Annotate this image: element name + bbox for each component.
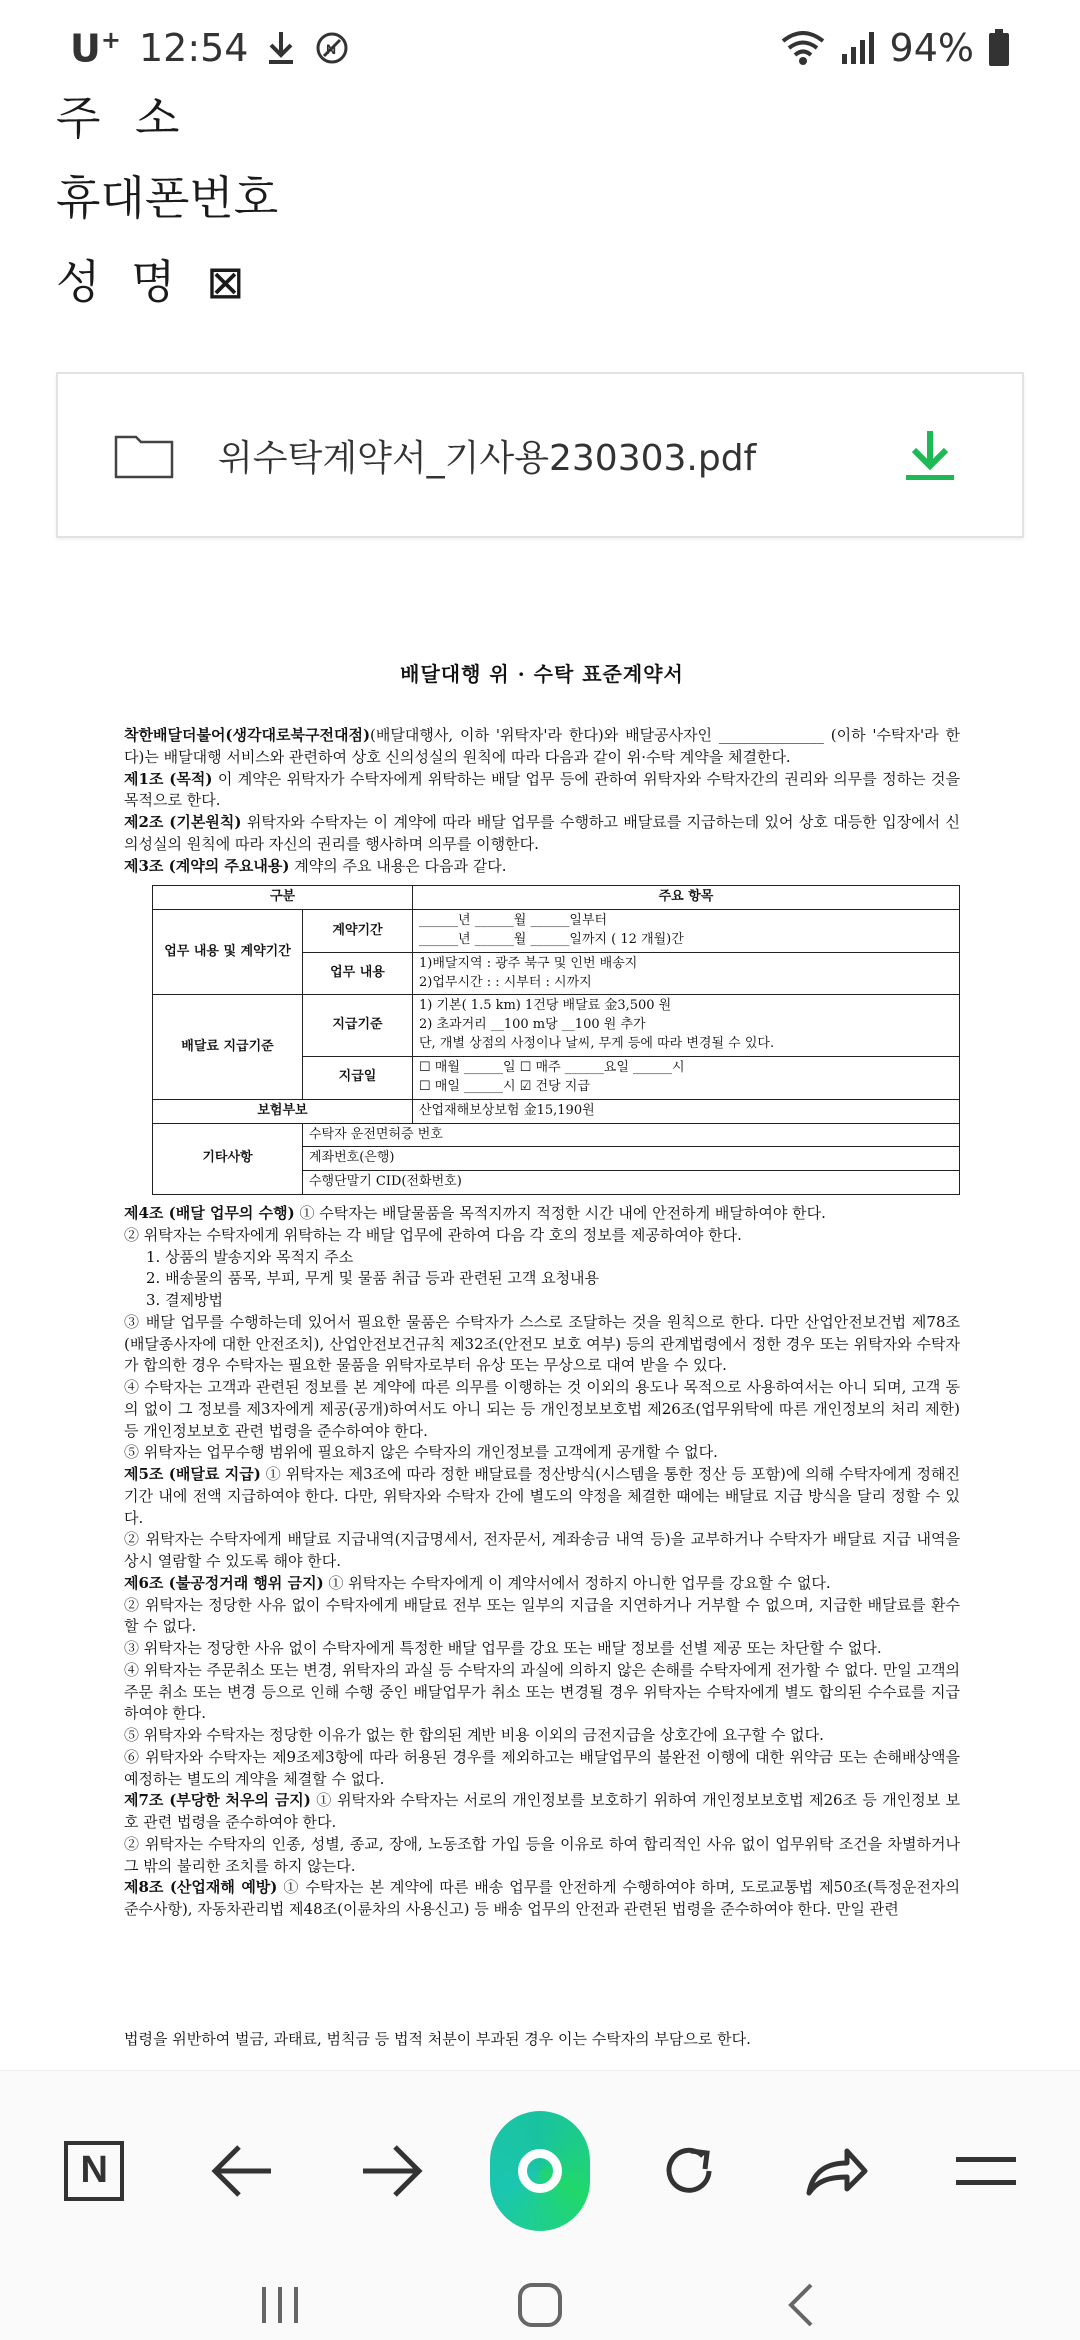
nfc-icon: [314, 30, 350, 66]
svg-text:N: N: [326, 41, 337, 57]
article-4-item-1: 1. 상품의 발송지와 목적지 주소: [146, 1247, 354, 1266]
table-val-work: 1)배달지역 : 광주 북구 및 인번 배송지 2)업무시간 : : 시부터 : 시까지: [413, 952, 960, 995]
phone-label: 휴대폰번호: [56, 171, 279, 225]
article-6-clause-2: ② 위탁자는 정당한 사유 없이 수탁자에게 배달료 전부 또는 일부의 지급을 지연하거나 거부할 수 없으며, 지급한 배달료를 환수할 수 없다.: [124, 1595, 960, 1636]
refresh-button[interactable]: [639, 2121, 739, 2221]
table-val-payday: ☐ 매월 ______일 ☐ 매주 ______요일 ______시 ☐ 매일 ______시 ☑ 건당 지급: [413, 1057, 960, 1100]
name-label: 성 명 ⊠: [56, 255, 253, 309]
attachment-card[interactable]: [56, 372, 1024, 538]
naver-home-button[interactable]: [44, 2121, 144, 2221]
table-header-category: 구분: [153, 886, 413, 910]
article-3: 제3조 (계약의 주요내용) 계약의 주요 내용은 다음과 같다.: [124, 856, 507, 875]
article-2: 제2조 (기본원칙) 위탁자와 수탁자는 이 계약에 따라 배달 업무를 수행하고 배달료를 지급하는데 있어 상호 대등한 입장에서 신의성실의 원칙에 따라 자신의 권리를 행사하며 의무를 이행한다.: [124, 813, 960, 853]
naver-n-icon: N: [64, 2141, 124, 2201]
article-6-clause-4: ④ 위탁자는 주문취소 또는 변경, 위탁자의 과실 등 수탁자의 과실에 의하지 않은 손해를 수탁자에게 전가할 수 없다. 만일 고객의 주문 취소 또는 변경 등으로 인해 수행 중인 배달업무가 취소 또는 변경될 경우 위탁자는 수탁자에게 별도 합의된 수수료를 지급하여야 한다.: [124, 1660, 960, 1723]
back-arrow-icon: [211, 2143, 275, 2199]
article-7: 제7조 (부당한 처우의 금지) ① 위탁자와 수탁자는 서로의 개인정보를 보호하기 위하여 개인정보보호법 제26조 등 개인정보 보호 관련 법령을 준수하여야 한다.: [124, 1791, 960, 1832]
home-button[interactable]: [500, 2270, 580, 2340]
article-6-clause-5: ⑤ 위탁자와 수탁자는 정당한 이유가 없는 한 합의된 계반 비용 이외의 금전지급을 상호간에 요구할 수 없다.: [124, 1726, 824, 1745]
menu-button[interactable]: [936, 2121, 1036, 2221]
battery-level: 94%: [889, 26, 974, 70]
battery-icon: [988, 29, 1010, 67]
carrier-label: U+: [70, 25, 121, 71]
table-val-insurance: 산업재해보상보험 金15,190원: [413, 1099, 960, 1123]
table-val-standard: 1) 기본( 1.5 km) 1건당 배달료 金3,500 원 2) 초과거리 __100 m당 __100 원 추가 단, 개별 상점의 사정이나 날씨, 무게 등에 따라 변경될 수 있다.: [413, 995, 960, 1057]
contract-document: [124, 640, 960, 2060]
table-etc-license: 수탁자 운전면허증 번호: [303, 1123, 960, 1147]
home-icon: [517, 2282, 563, 2328]
menu-icon: [954, 2153, 1018, 2189]
article-4-item-2: 2. 배송물의 품목, 부피, 무게 및 물품 취급 등과 관련된 고객 요청내용: [146, 1269, 600, 1288]
wifi-icon: [780, 29, 826, 67]
table-header-items: 주요 항목: [413, 886, 960, 910]
table-cat-work: 업무 내용 및 계약기간: [153, 910, 303, 995]
article-1: 제1조 (목적) 이 계약은 위탁자가 수탁자에게 위탁하는 배달 업무 등에 관하여 위탁자와 수탁자간의 권리와 의무를 정하는 것을 목적으로 한다.: [124, 769, 960, 810]
article-8: 제8조 (산업재해 예방) ① 수탁자는 본 계약에 따른 배송 업무를 안전하게 수행하여야 하며, 도로교통법 제50조(특정운전자의 준수사항), 자동차관리법 제48조(이륜차의 사용신고) 등 배송 업무의 안전과 관련된 법령을 준수하여야 한다. 만일 관련: [124, 1878, 960, 1919]
article-7-clause-2: ② 위탁자는 수탁자의 인종, 성별, 종교, 장애, 노동조합 가입 등을 이유로 하여 합리적인 사유 없이 업무위탁 조건을 차별하거나 그 밖의 불리한 조치를 하지 않는다.: [124, 1834, 960, 1875]
nav-back-button[interactable]: [760, 2270, 840, 2340]
browser-toolbar: [0, 2070, 1080, 2270]
green-dot-button[interactable]: [490, 2121, 590, 2221]
address-label: 주 소: [56, 91, 190, 145]
terms-table: [152, 885, 960, 1195]
article-6-clause-3: ③ 위탁자는 정당한 사유 없이 수탁자에게 특정한 배달 업무를 강요 또는 배달 정보를 선별 제공 또는 차단할 수 없다.: [124, 1639, 882, 1658]
green-dot-icon: [490, 2111, 590, 2231]
intro-paragraph: 착한배달더불어(생각대로북구전대점)(배달대행사, 이하 '위탁자'라 한다)와 배달공사자인 ______________ (이하 '수탁자'라 한다)는 배달대행 서비스와 관련하여 상호 신의성실의 원칙에 따라 다음과 같이 위·수탁 계약을 체결한다.: [124, 726, 960, 766]
article-4-clause-3: ③ 배달 업무를 수행하는데 있어서 필요한 물품은 수탁자가 스스로 조달하는 것을 원칙으로 한다. 다만 산업안전보건법 제78조(배달종사자에 대한 안전조치), 산업안전보건규칙 제32조(안전모 보호 여부) 등의 관계법령에서 정한 경우 또는 위탁자와 수탁자가 합의한 경우 수탁자는 필요한 물품을 위탁자로부터 유상 또는 무상으로 대여 받을 수 있다.: [124, 1312, 960, 1375]
refresh-icon: [657, 2139, 721, 2203]
recent-apps-button[interactable]: [240, 2270, 320, 2340]
table-etc-account: 계좌번호(은행): [303, 1147, 960, 1171]
table-cat-etc: 기타사항: [153, 1123, 303, 1195]
back-button[interactable]: [193, 2121, 293, 2221]
article-6-clause-6: ⑥ 위탁자와 수탁자는 제9조제3항에 따라 허용된 경우를 제외하고는 배달업무의 불완전 이행에 대한 위약금 또는 손해배상액을 예정하는 별도의 계약을 체결할 수 없다.: [124, 1747, 960, 1788]
nav-back-icon: [785, 2282, 815, 2328]
forward-button[interactable]: [341, 2121, 441, 2221]
article-4: 제4조 (배달 업무의 수행) ① 수탁자는 배달물품을 목적지까지 적정한 시간 내에 안전하게 배달하여야 한다.: [124, 1204, 826, 1223]
table-sub-standard: 지급기준: [303, 995, 413, 1057]
table-cat-insurance: 보험부보: [153, 1099, 413, 1123]
attachment-file-name[interactable]: 위수탁계약서_기사용230303.pdf: [218, 437, 757, 479]
recent-apps-icon: [258, 2285, 302, 2325]
article-4-clause-4: ④ 수탁자는 고객과 관련된 정보를 본 계약에 따른 의무를 이행하는 것 이외의 용도나 목적으로 사용하여서는 아니 되며, 고객 동의 없이 그 정보를 제3자에게 제공(공개)하여서도 아니 되는 등 개인정보보호법 제26조(업무위탁에 따른 개인정보의 처리 제한) 등 개인정보보호 관련 법령을 준수하여야 한다.: [124, 1378, 960, 1440]
table-val-period: ______년 ______월 ______일부터 ______년 ______월 ______일까지 ( 12 개월)간: [413, 910, 960, 953]
article-4-clause-5: ⑤ 위탁자는 업무수행 범위에 필요하지 않은 수탁자의 개인정보를 고객에게 공개할 수 없다.: [124, 1443, 718, 1462]
forward-arrow-icon: [359, 2143, 423, 2199]
table-etc-cid: 수행단말기 CID(전화번호): [303, 1171, 960, 1195]
article-4-clause-2: ② 위탁자는 수탁자에게 위탁하는 각 배달 업무에 관하여 다음 각 호의 정보를 제공하여야 한다.: [124, 1225, 742, 1244]
folder-icon: [114, 431, 174, 479]
table-sub-payday: 지급일: [303, 1057, 413, 1100]
share-icon: [805, 2143, 869, 2199]
download-icon[interactable]: [900, 425, 960, 485]
status-time: 12:54: [138, 26, 249, 70]
signal-icon: [840, 30, 876, 66]
system-navigation-bar: [0, 2270, 1080, 2340]
article-6: 제6조 (불공정거래 행위 금지) ① 위탁자는 수탁자에게 이 계약서에서 정하지 아니한 업무를 강요할 수 없다.: [124, 1573, 831, 1592]
document-footer-line: 법령을 위반하여 벌금, 과태료, 범칙금 등 법적 처분이 부과된 경우 이는 수탁자의 부담으로 한다.: [124, 2030, 751, 2048]
share-button[interactable]: [787, 2121, 887, 2221]
table-sub-period: 계약기간: [303, 910, 413, 953]
document-title: 배달대행 위 · 수탁 표준계약서: [400, 662, 684, 686]
article-4-item-3: 3. 결제방법: [146, 1291, 224, 1310]
article-5-clause-2: ② 위탁자는 수탁자에게 배달료 지급내역(지급명세서, 전자문서, 계좌송금 내역 등)을 교부하거나 수탁자가 배달료 지급 내역을 상시 열람할 수 있도록 해야 한다.: [124, 1530, 960, 1571]
download-status-icon: [266, 30, 296, 66]
table-sub-work: 업무 내용: [303, 952, 413, 995]
article-5: 제5조 (배달료 지급) ① 위탁자는 제3조에 따라 정한 배달료를 정산방식(시스템을 통한 정산 등 포함)에 의해 수탁자에게 정해진 기간 내에 전액 지급하여야 한다. 다만, 위탁자와 수탁자 간에 별도의 약정을 체결한 때에는 배달료 지급 방식을 달리 정할 수 있다.: [124, 1465, 960, 1527]
table-cat-fee: 배달료 지급기준: [153, 995, 303, 1099]
